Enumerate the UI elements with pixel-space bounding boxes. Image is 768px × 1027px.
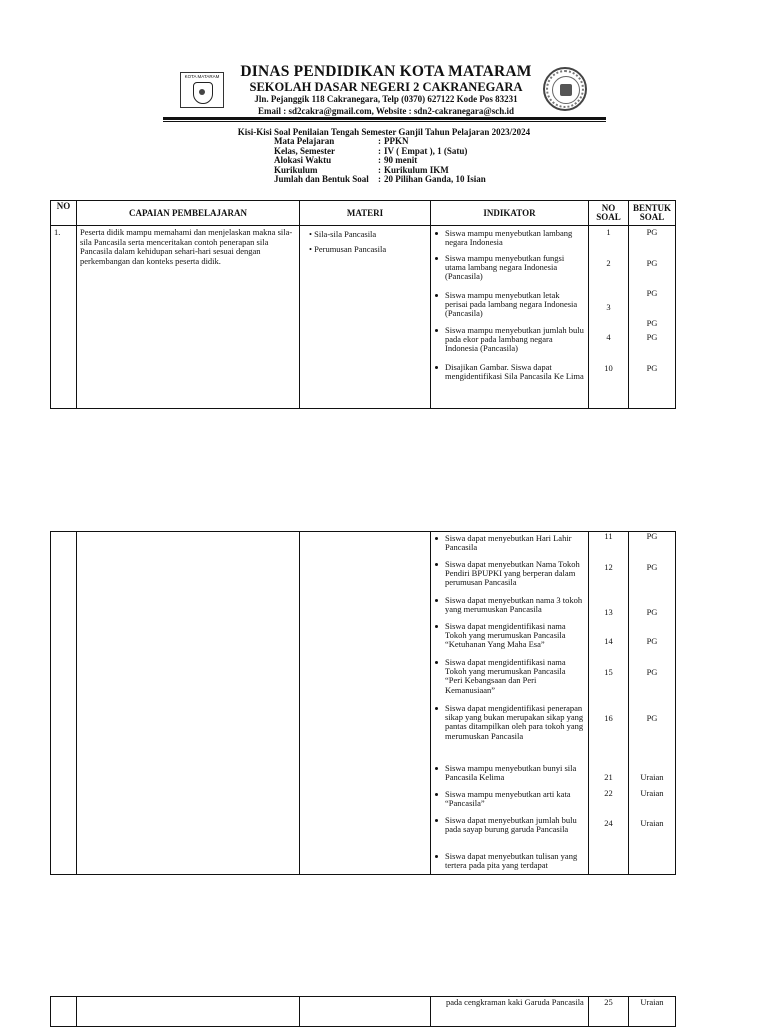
bentuk-soal: Uraian bbox=[640, 788, 664, 798]
bullet-icon bbox=[435, 257, 438, 260]
bullet-icon bbox=[435, 819, 438, 822]
kisi-kisi-table-page3 bbox=[50, 996, 676, 1027]
kisi-kisi-table bbox=[50, 200, 676, 409]
header-capaian: CAPAIAN PEMBELAJARAN bbox=[77, 201, 300, 226]
no-soal: 21 bbox=[604, 772, 613, 782]
bullet-icon bbox=[435, 661, 438, 664]
indikator-item: Siswa dapat menyebutkan Hari Lahir Pancasila bbox=[434, 534, 584, 552]
no-soal: 16 bbox=[604, 713, 613, 723]
header-no: NO bbox=[51, 201, 77, 226]
kisi-kisi-table-continued bbox=[50, 531, 676, 875]
info-sep: : bbox=[378, 145, 381, 156]
bullet-icon bbox=[435, 767, 438, 770]
indikator-item: Siswa dapat mengidentifikasi nama Tokoh yang merumuskan Pancasila “Peri Kebangsaan dan Peri Kemanusiaan” bbox=[434, 658, 584, 695]
bentuk-soal: PG bbox=[646, 288, 658, 298]
indikator-item: Siswa dapat menyebutkan nama 3 tokoh yang merumuskan Pancasila bbox=[434, 596, 584, 614]
no-soal: 13 bbox=[604, 607, 613, 617]
info-key: Jumlah dan Bentuk Soal bbox=[274, 174, 369, 184]
bullet-icon bbox=[435, 294, 438, 297]
info-value: 90 menit bbox=[384, 155, 418, 165]
info-row bbox=[274, 175, 486, 185]
document-title: Kisi-Kisi Soal Penilaian Tengah Semester Ganjil Tahun Pelajaran 2023/2024 bbox=[237, 127, 531, 137]
info-key: Alokasi Waktu bbox=[274, 155, 332, 165]
indikator-item: Siswa dapat menyebutkan jumlah bulu pada sayap burung garuda Pancasila bbox=[434, 816, 584, 834]
bentuk-soal: PG bbox=[646, 332, 658, 342]
info-key: Kurikulum bbox=[274, 164, 318, 175]
agency-name: DINAS PENDIDIKAN KOTA MATARAM bbox=[240, 63, 532, 80]
info-sep: : bbox=[378, 155, 381, 165]
header-no-soal: NO SOAL bbox=[589, 201, 629, 226]
bullet-icon bbox=[435, 329, 438, 332]
info-value: IV ( Empat ), 1 (Satu) bbox=[384, 145, 468, 156]
bentuk-soal: PG bbox=[646, 607, 658, 617]
no-soal: 1 bbox=[606, 227, 611, 237]
bullet-icon bbox=[435, 563, 438, 566]
table-row bbox=[51, 997, 676, 1027]
bentuk-soal: Uraian bbox=[640, 997, 664, 1007]
header-bentuk-soal: BENTUK SOAL bbox=[629, 201, 676, 226]
table-header-row bbox=[51, 201, 676, 226]
bullet-icon bbox=[435, 707, 438, 710]
bullet-icon bbox=[435, 855, 438, 858]
no-soal: 3 bbox=[606, 302, 611, 312]
indikator-item: Siswa dapat menyebutkan tulisan yang tertera pada pita yang terdapat bbox=[434, 852, 584, 870]
bullet-icon bbox=[435, 625, 438, 628]
kota-mataram-logo bbox=[180, 72, 224, 108]
indikator-item: Siswa mampu menyebutkan jumlah bulu pada ekor pada lambang negara Indonesia (Pancasila) bbox=[434, 326, 584, 354]
info-value: PPKN bbox=[384, 136, 409, 146]
indikator-item: Siswa mampu menyebutkan bunyi sila Pancasila Kelima bbox=[434, 764, 584, 782]
document-info bbox=[274, 137, 486, 185]
bentuk-soal: PG bbox=[646, 562, 658, 572]
no-soal: 15 bbox=[604, 667, 613, 677]
seal-emblem-icon bbox=[552, 76, 580, 104]
no-soal: 24 bbox=[604, 818, 613, 828]
indikator-item: Siswa mampu menyebutkan arti kata “Pancasila” bbox=[434, 790, 584, 808]
bullet-icon bbox=[435, 537, 438, 540]
logo-caption: KOTA MATARAM bbox=[184, 74, 220, 79]
bentuk-soal: PG bbox=[646, 713, 658, 723]
school-contact: Email : sd2cakra@gmail.com, Website : sdn2-cakranegara@sch.id bbox=[257, 106, 515, 116]
info-value: 20 Pilihan Ganda, 10 Isian bbox=[384, 174, 486, 184]
indikator-item: Siswa dapat mengidentifikasi penerapan sikap yang bukan merupakan sikap yang pantas ditampilkan oleh para tokoh yang merumuskan Pancasila bbox=[434, 704, 584, 741]
indikator-continued: pada cengkraman kaki Garuda Pancasila bbox=[446, 997, 584, 1007]
row-number: 1. bbox=[54, 227, 61, 237]
table-row bbox=[51, 532, 676, 875]
no-soal: 22 bbox=[604, 788, 613, 798]
capaian-text: Peserta didik mampu memahami dan menjelaskan makna sila-sila Pancasila serta menceritakan contoh penerapan sila Pancasila dalam kehidupan sehari-hari sesuai dengan perkembangan dan konteks peserta didik. bbox=[80, 227, 293, 266]
header-indikator: INDIKATOR bbox=[431, 201, 589, 226]
info-sep: : bbox=[378, 136, 381, 146]
info-value: Kurikulum IKM bbox=[384, 164, 449, 175]
bullet-icon bbox=[435, 793, 438, 796]
no-soal: 2 bbox=[606, 258, 611, 268]
indikator-item: Siswa mampu menyebutkan fungsi utama lambang negara Indonesia (Pancasila) bbox=[434, 254, 584, 282]
info-sep: : bbox=[378, 164, 381, 175]
materi-item: • Perumusan Pancasila bbox=[309, 244, 387, 254]
bullet-icon bbox=[435, 599, 438, 602]
bentuk-soal: PG bbox=[646, 667, 658, 677]
indikator-item: Siswa mampu menyebutkan lambang negara Indonesia bbox=[434, 229, 584, 247]
materi-item: • Sila-sila Pancasila bbox=[309, 229, 377, 239]
no-soal: 12 bbox=[604, 562, 613, 572]
no-soal: 14 bbox=[604, 636, 613, 646]
shield-icon bbox=[193, 82, 213, 104]
letterhead-rule bbox=[163, 117, 606, 120]
school-name: SEKOLAH DASAR NEGERI 2 CAKRANEGARA bbox=[249, 80, 523, 94]
indikator-item: Disajikan Gambar. Siswa dapat mengidentifikasi Sila Pancasila Ke Lima bbox=[434, 363, 584, 381]
school-address: Jln. Pejanggik 118 Cakranegara, Telp (0370) 627122 Kode Pos 83231 bbox=[254, 94, 518, 104]
bentuk-soal: PG bbox=[646, 318, 658, 328]
school-logo bbox=[543, 67, 587, 111]
bentuk-soal: PG bbox=[646, 363, 658, 373]
bentuk-soal: PG bbox=[646, 636, 658, 646]
bullet-icon bbox=[435, 366, 438, 369]
no-soal: 10 bbox=[604, 363, 613, 373]
indikator-item: Siswa dapat mengidentifikasi nama Tokoh yang merumuskan Pancasila “Ketuhanan Yang Maha Esa” bbox=[434, 622, 584, 650]
letterhead-rule-thin bbox=[163, 121, 606, 122]
info-key: Kelas, Semester bbox=[274, 145, 335, 156]
bentuk-soal: Uraian bbox=[640, 772, 664, 782]
bentuk-soal: Uraian bbox=[640, 818, 664, 828]
indikator-item: Siswa mampu menyebutkan letak perisai pada lambang negara Indonesia (Pancasila) bbox=[434, 291, 584, 319]
table-row bbox=[51, 226, 676, 409]
no-soal: 4 bbox=[606, 332, 611, 342]
bentuk-soal: PG bbox=[646, 531, 658, 541]
no-soal: 25 bbox=[604, 997, 613, 1007]
bullet-icon bbox=[435, 232, 438, 235]
no-soal: 11 bbox=[604, 531, 613, 541]
indikator-item: Siswa dapat menyebutkan Nama Tokoh Pendiri BPUPKI yang berperan dalam perumusan Pancasila bbox=[434, 560, 584, 588]
header-materi: MATERI bbox=[300, 201, 431, 226]
info-key: Mata Pelajaran bbox=[274, 136, 335, 146]
bentuk-soal: PG bbox=[646, 258, 658, 268]
bentuk-soal: PG bbox=[646, 227, 658, 237]
info-sep: : bbox=[378, 174, 381, 184]
